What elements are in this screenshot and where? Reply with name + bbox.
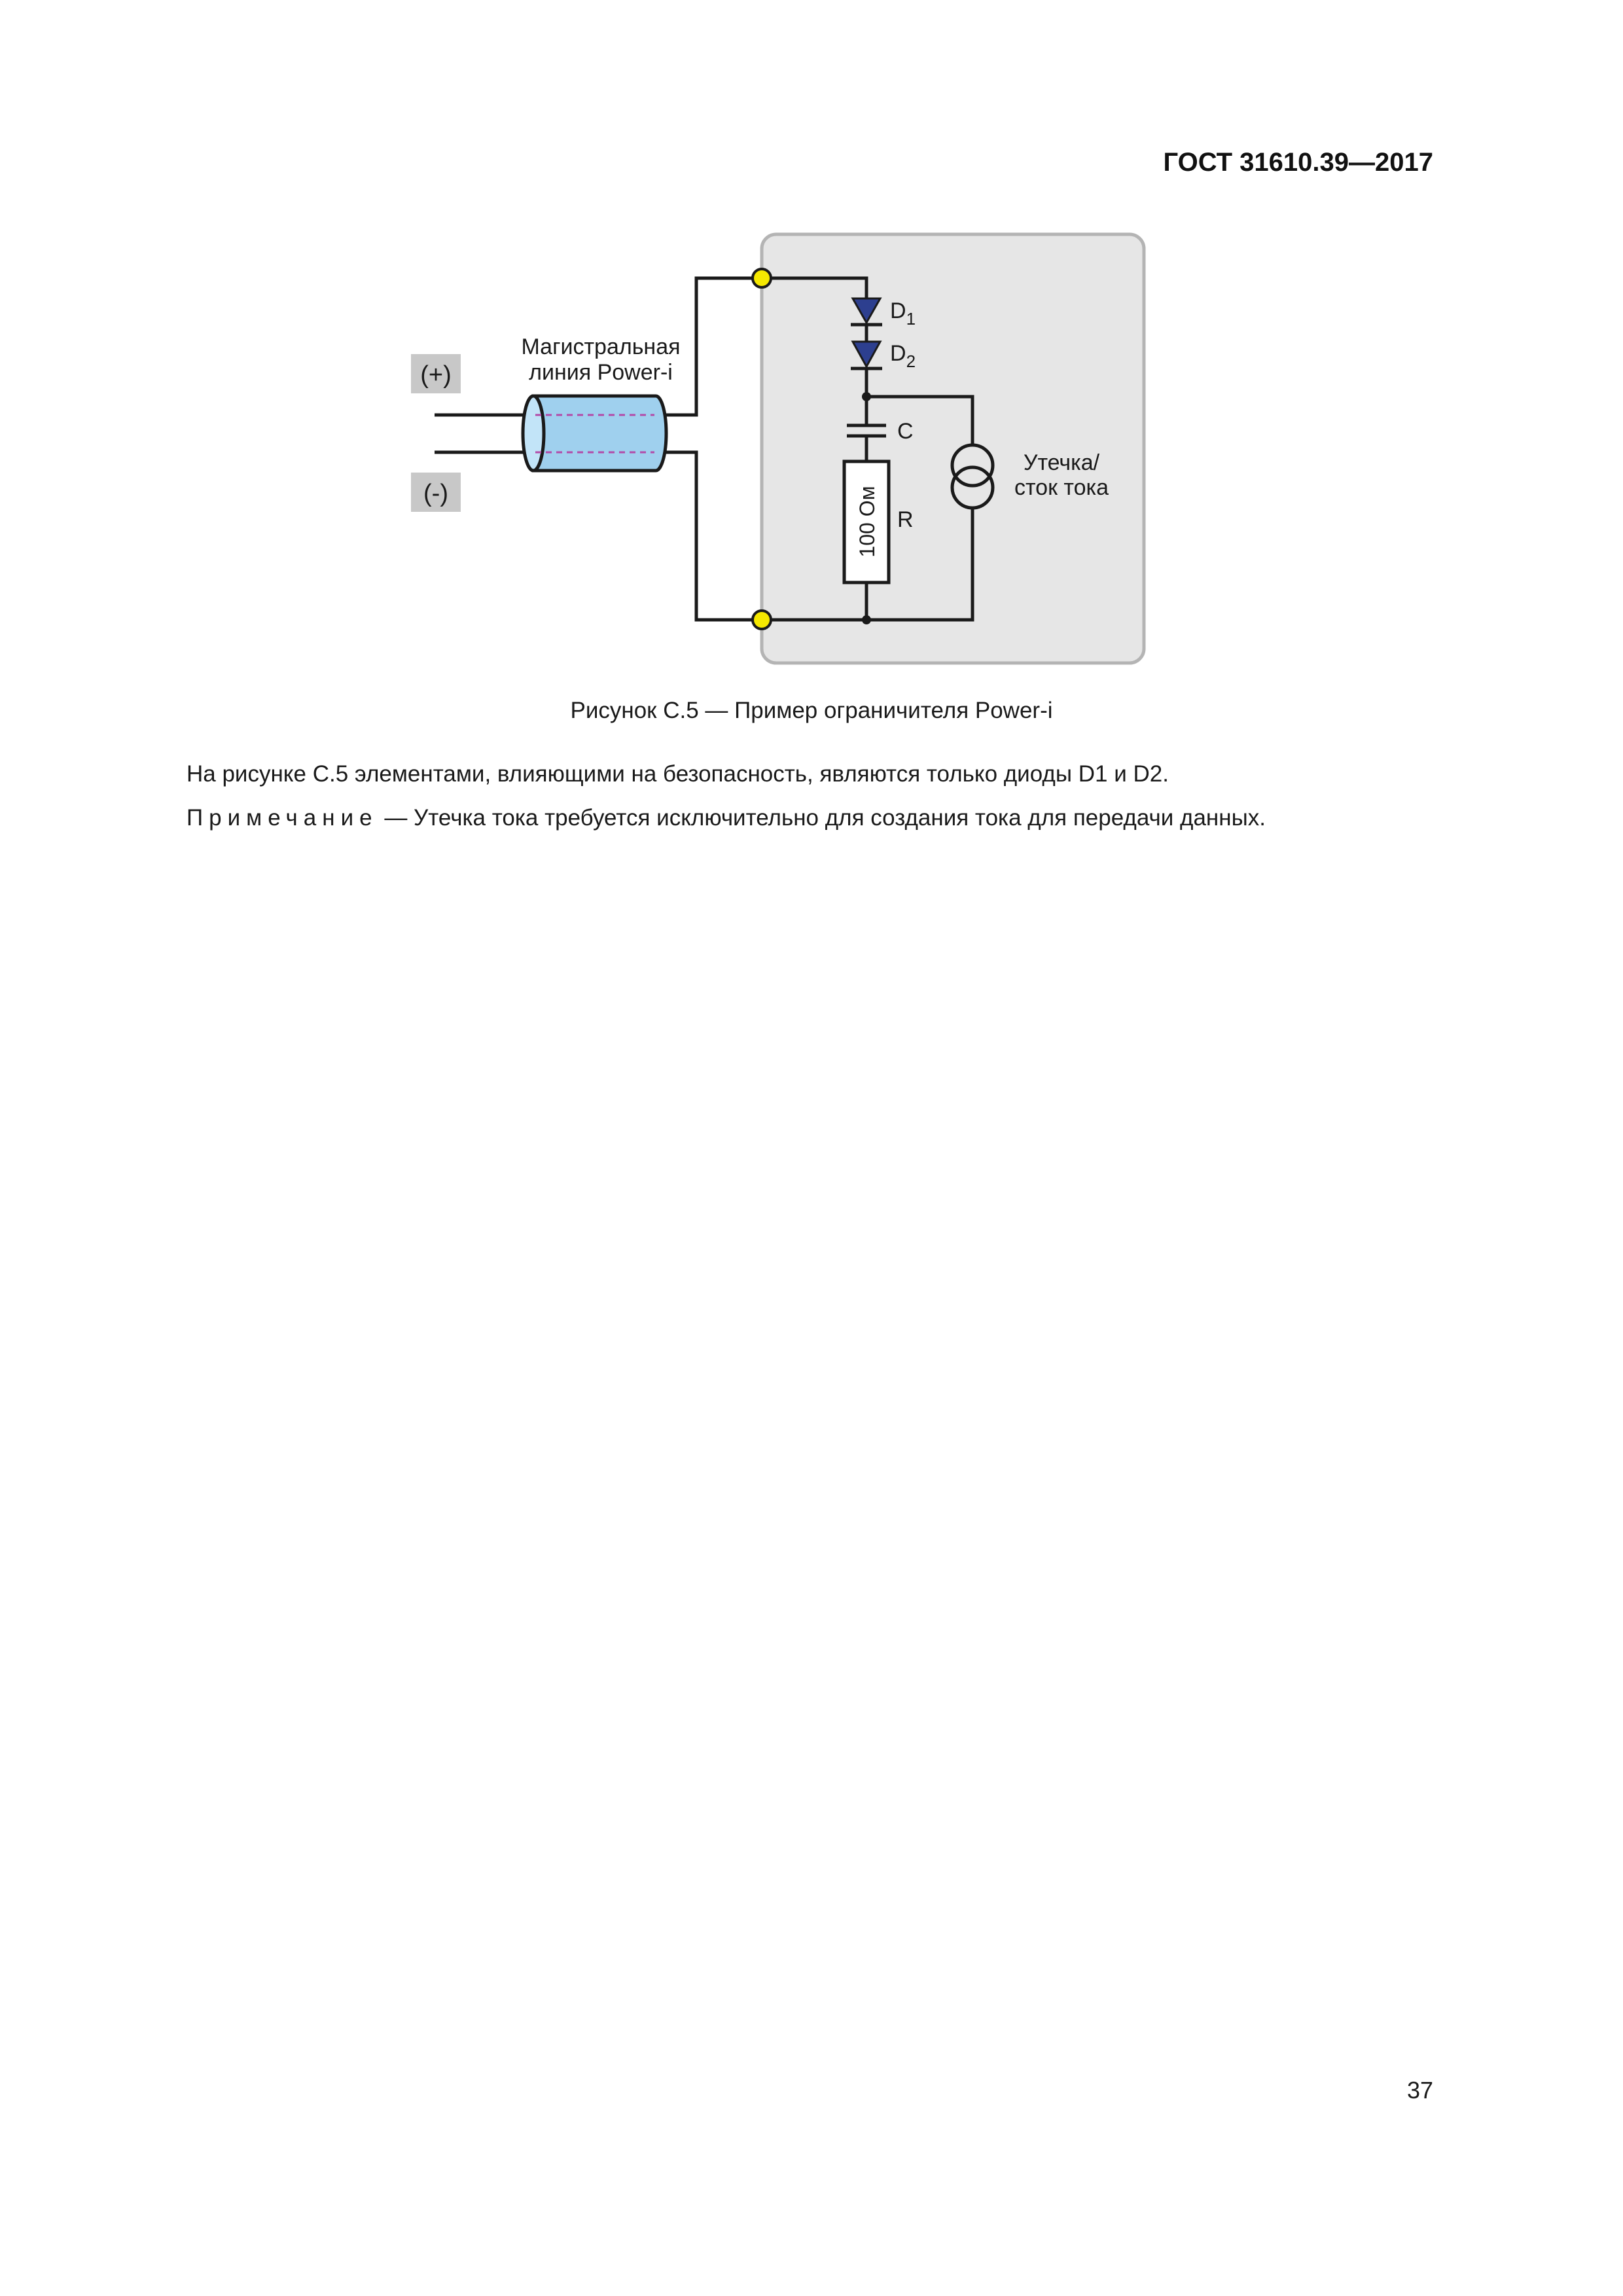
page-number: 37 — [1406, 2077, 1433, 2104]
device-enclosure — [762, 234, 1144, 663]
plus-terminal-label: (+) — [420, 361, 452, 389]
trunk-label-line1: Магистральная — [521, 334, 681, 359]
plus-line-to-terminal — [666, 278, 762, 415]
minus-line-to-terminal — [666, 452, 762, 620]
note-label: Примечание — [187, 805, 378, 831]
junction-dot — [862, 615, 871, 624]
diode-d2-label: $D_2$ — [890, 341, 916, 371]
note-text: — Утечка тока требуется исключительно для создания тока для передачи данных. — [378, 805, 1266, 831]
figure-caption: Рисунок С.5 — Пример ограничителя Power-i — [570, 698, 1053, 723]
junction-dot — [862, 392, 871, 401]
trunk-label-line2: линия Power-i — [529, 360, 673, 385]
capacitor-label: C — [897, 419, 914, 444]
circuit-figure — [0, 0, 1623, 681]
body-paragraph: На рисунке С.5 элементами, влияющими на безопасность, являются только диоды D1 и D2. — [187, 761, 1169, 787]
trunk-cable — [523, 396, 666, 471]
minus-terminal-point — [753, 611, 771, 629]
current-sink-label-line2: сток тока — [1014, 475, 1109, 500]
current-sink-label-line1: Утечка/ — [1023, 450, 1100, 475]
resistor-label: R — [897, 507, 914, 532]
document-header: ГОСТ 31610.39—2017 — [1163, 148, 1433, 177]
plus-terminal-point — [753, 269, 771, 287]
diode-d1-label: $D_1$ — [890, 298, 916, 329]
resistor-value: 100 Ом — [855, 486, 879, 558]
minus-terminal-label: (-) — [423, 480, 448, 507]
note-paragraph — [187, 805, 1443, 831]
